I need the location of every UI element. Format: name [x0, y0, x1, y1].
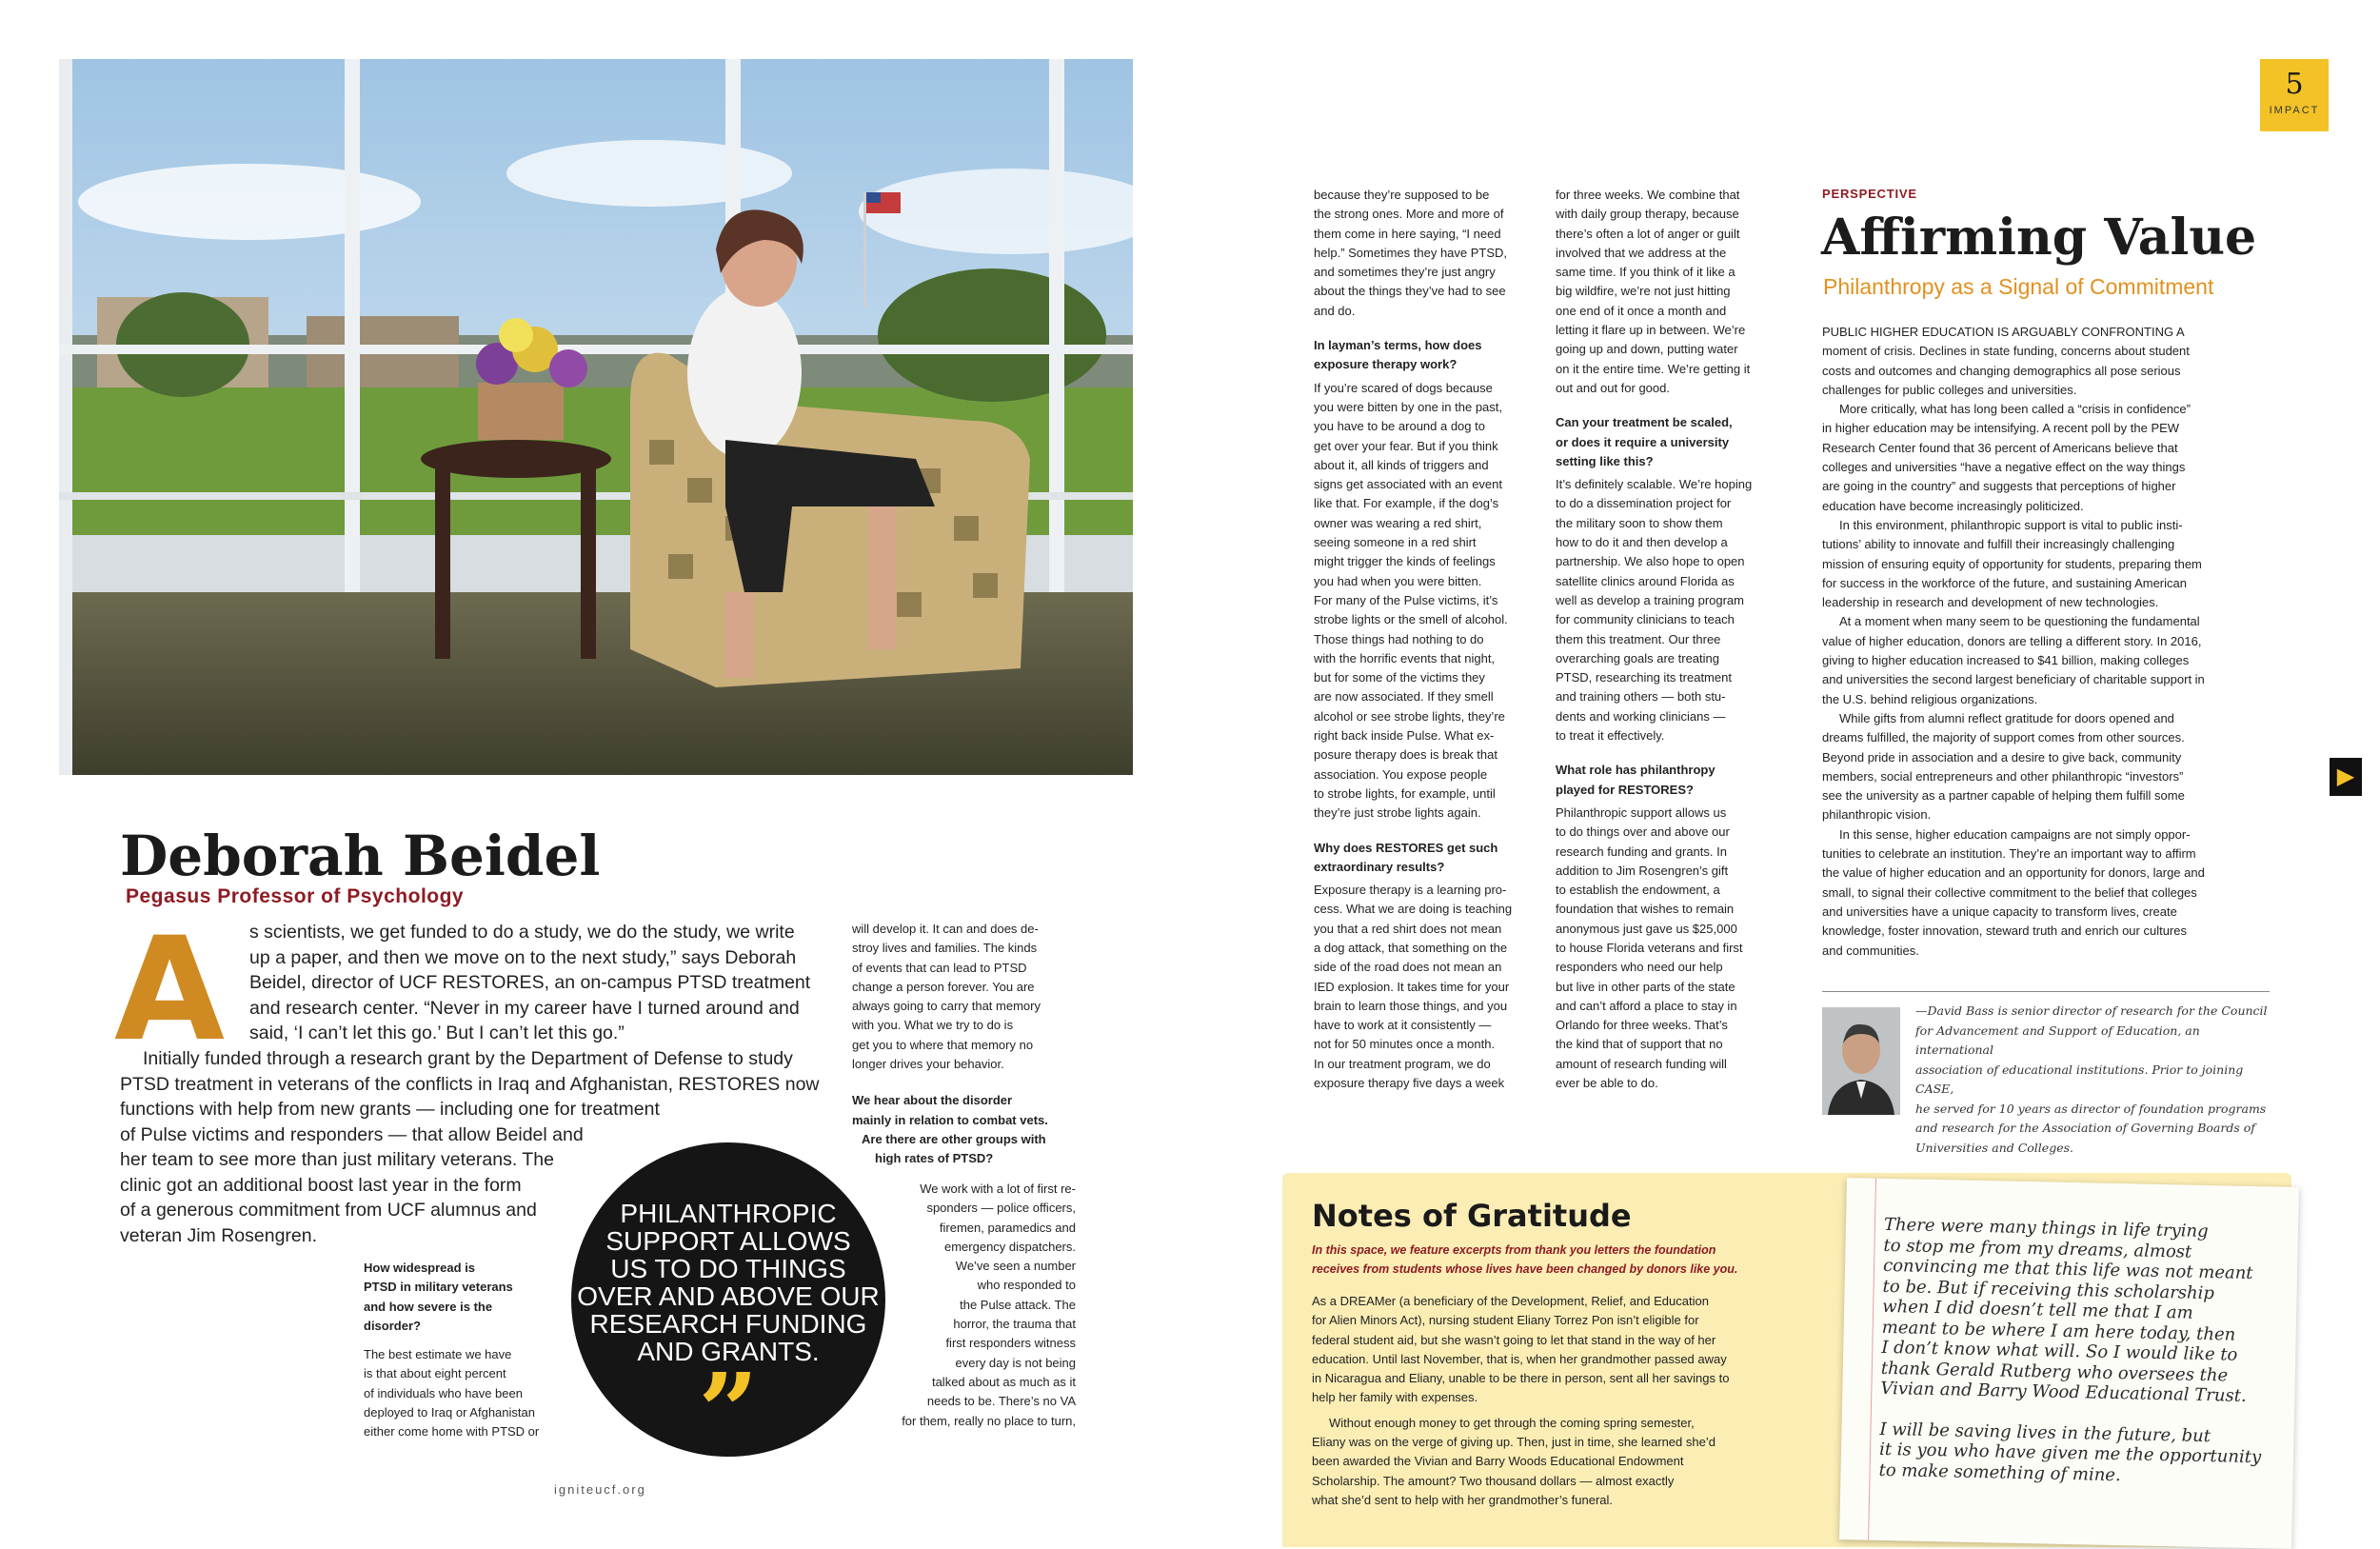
intro-line: s scientists, we get funded to do a study, we do the study, we write [249, 922, 795, 943]
answer-line: cess. What we are doing is teaching [1314, 902, 1513, 917]
answer-line: of individuals who have been [364, 1385, 523, 1400]
note-line: I will be saving lives in the future, but [1879, 1419, 2211, 1446]
question [1314, 336, 1542, 375]
intro-line: and research center. “Never in my career have I turned around and [249, 997, 800, 1019]
answer-line: and can’t afford a place to stay in [1556, 998, 1737, 1013]
question-line: What role has philanthropy [1556, 763, 1716, 778]
para-line: philanthropic vision. [1822, 807, 1932, 823]
para-line: are going in the country” and suggests that perceptions of higher [1822, 479, 2176, 494]
note-line: I don’t know what will. So I would like to [1881, 1337, 2238, 1365]
para-line: In this sense, higher education campaigns are not simply oppor- [1839, 826, 2191, 842]
answer-line: association. You expose people [1314, 766, 1488, 782]
answer-line: one end of it once a month and [1556, 303, 1727, 318]
intro-line: said, ‘I can’t let this go.’ But I can’t let this go.” [249, 1023, 625, 1043]
perspective-title: Affirming Value [1821, 209, 2257, 267]
question-line: mainly in relation to combat vets. [852, 1112, 1048, 1127]
answer-line: you that a red shirt does not mean [1314, 921, 1502, 936]
answer-line: and training others — both stu- [1556, 689, 1726, 705]
pull-quote-line: OVER AND ABOVE OUR [577, 1281, 880, 1311]
answer-line: In our treatment program, we do [1314, 1056, 1491, 1071]
answer-line: them come in here saying, “I need [1314, 226, 1501, 241]
para-line: the value of higher education and an opportunity for donors, large and [1822, 865, 2205, 881]
answer-line: responders who need our help [1556, 960, 1723, 975]
answer [1314, 379, 1542, 824]
bio-line: and research for the Association of Governing Boards of [1915, 1121, 2255, 1135]
answer-line: them this treatment. Our three [1556, 631, 1721, 646]
para-line: In this environment, philanthropic support is vital to public insti- [1839, 517, 2183, 532]
answer-line: overarching goals are treating [1556, 650, 1719, 665]
para-line: colleges and universities “have a negative effect on the way things [1822, 460, 2186, 475]
question [1314, 839, 1542, 878]
answer-line: PTSD, researching its treatment [1556, 670, 1732, 685]
answer-line: like that. For example, if the dog’s [1314, 496, 1499, 511]
pull-quote-line: US TO DO THINGS [610, 1254, 846, 1283]
para-line: moment of crisis. Declines in state funding, concerns about student [1822, 344, 2190, 359]
answer-line: for them, really no place to turn, [902, 1413, 1076, 1428]
answer-line: get over your fear. But if you think [1314, 438, 1498, 453]
answer-line: to treat it effectively. [1556, 728, 1665, 744]
answer-line: change a person forever. You are [852, 979, 1035, 994]
author-bio [1915, 1002, 2277, 1158]
answer-line: seeing someone in a red shirt [1314, 535, 1477, 550]
answer-line: signs get associated with an event [1314, 477, 1503, 492]
next-page-arrow-icon[interactable]: ▶ [2330, 758, 2362, 796]
question-line: extraordinary results? [1314, 859, 1445, 874]
para-line: knowledge, foster innovation, steward truth and enrich our cultures [1822, 923, 2187, 939]
answer-line: It’s definitely scalable. We’re hoping [1556, 477, 1753, 492]
answer-line: anonymous just gave us $25,000 [1556, 921, 1737, 936]
answer-line: are now associated. If they smell [1314, 689, 1494, 705]
answer-line: help.” Sometimes they have PTSD, [1314, 245, 1508, 260]
answer-line: Philanthropic support allows us [1556, 804, 1727, 820]
question-line: or does it require a university [1556, 434, 1730, 449]
answer-line: a dog attack, that something on the [1314, 940, 1508, 955]
bio-line: —David Bass is senior director of research for the Council [1915, 1003, 2268, 1018]
answer-line: to do a dissemination project for [1556, 496, 1732, 511]
answer [1556, 804, 1789, 1093]
profile-role: Pegasus Professor of Psychology [126, 885, 465, 907]
question-line: played for RESTORES? [1556, 782, 1694, 797]
para-line: Without enough money to get through the coming spring semester, [1329, 1415, 1695, 1430]
answer-line: right back inside Pulse. What ex- [1314, 728, 1495, 744]
answer-line: to strobe lights, for example, until [1314, 785, 1496, 801]
answer-line: involved that we address at the [1556, 245, 1727, 260]
answer-line: posure therapy does is break that [1314, 747, 1497, 763]
question-line: Are there are other groups with [862, 1131, 1046, 1146]
para-line: see the university as a partner capable of helping them fulfill some [1822, 788, 2185, 804]
para-line: of Pulse victims and responders — that allow Beidel and [120, 1123, 584, 1145]
gratitude-paragraph [1312, 1292, 1826, 1408]
question [1556, 413, 1789, 471]
answer-line: the kind that of support that no [1556, 1037, 1723, 1052]
para-line: challenges for public colleges and universities. [1822, 382, 2077, 397]
interview-column-b [1556, 186, 1789, 1093]
perspective-subtitle: Philanthropy as a Signal of Commitment [1823, 274, 2214, 299]
portrait-photo [59, 59, 1133, 775]
answer-line: is that about eight percent [364, 1366, 506, 1381]
answer-line: but for some of the victims they [1314, 670, 1485, 685]
answer-line: and do. [1314, 303, 1356, 318]
para-line: her team to see more than just military veterans. The [120, 1149, 554, 1170]
intro-paragraph [249, 920, 821, 1046]
perspective-kicker: PERSPECTIVE [1822, 187, 1917, 201]
para-line: small, to signal their collective commitment to the belief that colleges [1822, 884, 2197, 900]
para-line: and universities have a unique capacity to transform lives, create [1822, 904, 2177, 919]
para-line: functions with help from new grants — including one for treatment [120, 1099, 660, 1120]
gratitude-paragraph [1312, 1414, 1826, 1510]
para-line: for success in the workforce of the future, and sustaining American [1822, 575, 2187, 590]
answer-line: ever be able to do. [1556, 1076, 1658, 1091]
answer-line: We work with a lot of first re- [920, 1182, 1076, 1196]
answer-line: might trigger the kinds of feelings [1314, 554, 1496, 569]
question-line: How widespread is [364, 1261, 476, 1275]
answer-line: horror, the trauma that [953, 1317, 1076, 1332]
para-line: At a moment when many seem to be questioning the fundamental [1839, 614, 2200, 629]
answer-line: Orlando for three weeks. That’s [1556, 1018, 1728, 1033]
perspective-paragraph [1822, 400, 2274, 516]
answer-line: not for 50 minutes once a month. [1314, 1037, 1496, 1052]
profile-name: Deborah Beidel [120, 824, 601, 888]
para-line: Initially funded through a research grant by the Department of Defense to study [143, 1048, 793, 1069]
answer-line: the strong ones. More and more of [1314, 207, 1504, 222]
para-line: costs and outcomes and changing demographics all pose serious [1822, 363, 2181, 378]
answer-line: have to work at it consistently — [1314, 1018, 1492, 1033]
intro-line: up a paper, and then we move on to the next study,” says Deborah [249, 946, 797, 968]
answer-line: with you. What we try to do is [852, 1018, 1014, 1033]
answer-line: alcohol or see strobe lights, they’re [1314, 708, 1505, 724]
para-line: value of higher education, donors are telling a different story. In 2016, [1822, 633, 2202, 648]
para-line: Research Center found that 36 percent of Americans believe that [1822, 440, 2178, 455]
question-line: In layman’s terms, how does [1314, 338, 1482, 353]
answer-line: who responded to [977, 1278, 1076, 1293]
para-line: giving to higher education increased to $41 billion, making colleges [1822, 653, 2190, 668]
section-label: IMPACT [2269, 105, 2320, 116]
author-avatar [1822, 1007, 1900, 1115]
answer-line: the Pulse attack. The [960, 1297, 1076, 1312]
answer-line: For many of the Pulse victims, it’s [1314, 592, 1498, 607]
para-line: Scholarship. The amount? Two thousand dollars — almost exactly [1312, 1473, 1675, 1488]
answer-line: owner was wearing a red shirt, [1314, 515, 1482, 530]
answer-line: they’re just strobe lights again. [1314, 805, 1481, 821]
pull-quote [571, 1200, 885, 1365]
answer-line: how to do it and then develop a [1556, 535, 1728, 550]
gratitude-body [1312, 1292, 1826, 1510]
pull-quote-line: RESEARCH FUNDING [589, 1309, 867, 1339]
answer-line: brain to learn those things, and you [1314, 998, 1508, 1013]
para-line: the U.S. behind religious organizations. [1822, 691, 2038, 706]
answer-line: needs to be. There’s no VA [926, 1394, 1076, 1409]
para-line: education have become increasingly politicized. [1822, 498, 2084, 513]
answer [1314, 881, 1542, 1093]
answer-line: Those things had nothing to do [1314, 631, 1484, 646]
note-line: There were many things in life trying [1883, 1214, 2209, 1242]
answer-line: because they’re supposed to be [1314, 188, 1490, 202]
question-line: disorder? [364, 1318, 421, 1333]
answer-line: about it, all kinds of triggers and [1314, 457, 1489, 472]
para-line: mission of ensuring equity of opportunity for students, preparing them [1822, 556, 2202, 571]
note-line: to make something of mine. [1878, 1460, 2121, 1485]
note-line: convincing me that this life was not meant [1882, 1255, 2253, 1284]
pull-quote-line: PHILANTHROPIC [620, 1199, 837, 1228]
answer-line: The best estimate we have [364, 1347, 512, 1362]
answer-line: will develop it. It can and does de- [852, 922, 1039, 936]
answer-line: dents and working clinicians — [1556, 708, 1726, 724]
question-line: exposure therapy work? [1314, 357, 1458, 372]
portrait-illustration [59, 59, 1133, 775]
answer-line: for three weeks. We combine that [1556, 188, 1740, 202]
quote-mark-icon: ” [698, 1350, 759, 1473]
question [1556, 761, 1789, 800]
intro-line: In this space, we feature excerpts from thank you letters the foundation [1312, 1243, 1716, 1257]
answer-line: partnership. We also hope to open [1556, 554, 1745, 569]
answer-line: IED explosion. It takes time for your [1314, 979, 1510, 994]
answer-line: the military soon to show them [1556, 515, 1723, 530]
note-line: to stop me from my dreams, almost [1883, 1235, 2192, 1262]
intro-line: receives from students whose lives have been changed by donors like you. [1312, 1262, 1738, 1276]
qa-column-1 [364, 1259, 583, 1442]
para-line: federal student aid, but she wasn’t going to let that stand in the way of her [1312, 1332, 1716, 1347]
para-line: tunities to celebrate an institution. They’re an important way to affirm [1822, 846, 2196, 862]
answer-line: strobe lights or the smell of alcohol. [1314, 612, 1508, 627]
answer-line: going up and down, putting water [1556, 342, 1738, 357]
answer-line: for community clinicians to teach [1556, 612, 1735, 627]
answer-line: to do things over and above our [1556, 824, 1730, 840]
answer-line: research funding and grants. In [1556, 844, 1727, 859]
note-margin-line [1868, 1179, 1876, 1540]
perspective-paragraph [1822, 825, 2274, 961]
para-line: tutions’ ability to innovate and fulfill their increasingly challenging [1822, 537, 2175, 552]
answer-line: deployed to Iraq or Afghanistan [364, 1405, 535, 1420]
para-line: As a DREAMer (a beneficiary of the Development, Relief, and Education [1312, 1294, 1709, 1308]
perspective-paragraph [1822, 612, 2274, 708]
answer-line: addition to Jim Rosengren’s gift [1556, 863, 1729, 878]
gratitude-title: Notes of Gratitude [1312, 1198, 1632, 1234]
perspective-body [1822, 323, 2274, 961]
page-number-badge-right [2260, 59, 2329, 131]
answer-line: first responders witness [945, 1336, 1076, 1351]
answer-line: letting it flare up in between. We’re [1556, 323, 1746, 338]
question-line: high rates of PTSD? [875, 1151, 994, 1166]
answer-line: amount of research funding will [1556, 1056, 1727, 1071]
bio-line: he served for 10 years as director of foundation programs [1915, 1101, 2267, 1116]
answer-line: foundation that wishes to remain [1556, 902, 1735, 917]
answer-line: of events that can lead to PTSD [852, 960, 1027, 975]
answer-line: either come home with PTSD or [364, 1424, 540, 1440]
para-line: members, social entrepreneurs and other philanthropic “investors” [1822, 768, 2184, 784]
interview-column-a [1314, 186, 1542, 1093]
para-line: clinic got an additional boost last year in the form [120, 1174, 522, 1196]
answer-line: get you to where that memory no [852, 1037, 1034, 1052]
para-line: and communities. [1822, 943, 1919, 958]
answer-line: always going to carry that memory [852, 999, 1041, 1014]
para-line: education. Until last November, that is, when her grandmother passed away [1312, 1351, 1727, 1366]
para-line: for Alien Minors Act), nursing student Eliany Torrez Pon isn’t eligible for [1312, 1313, 1699, 1328]
answer-line: every day is not being [955, 1355, 1076, 1370]
answer-line: with daily group therapy, because [1556, 207, 1739, 222]
question-line: and how severe is the [364, 1299, 493, 1314]
note-line: to be. But if receiving this scholarship [1882, 1276, 2215, 1303]
answer-line: talked about as much as it [931, 1374, 1076, 1389]
answer-line: to establish the endowment, a [1556, 883, 1720, 898]
bio-line: for Advancement and Support of Education, an international [1915, 1023, 2200, 1057]
answer-line: on it the entire time. We’re getting it [1556, 361, 1751, 376]
para-line: PTSD treatment in veterans of the conflicts in Iraq and Afghanistan, RESTORES now [120, 1073, 820, 1095]
drop-cap: A [114, 907, 226, 1073]
note-line: Vivian and Barry Wood Educational Trust. [1880, 1378, 2247, 1406]
para-line: PUBLIC HIGHER EDUCATION IS ARGUABLY CONFRONTING A [1822, 325, 2185, 339]
question-line: Can your treatment be scaled, [1556, 415, 1733, 430]
perspective-paragraph [1822, 516, 2274, 612]
para-line: in higher education may be intensifying. A recent poll by the PEW [1822, 421, 2180, 436]
answer-line: firemen, paramedics and [939, 1220, 1076, 1235]
note-line: thank Gerald Rutberg who oversees the [1880, 1358, 2229, 1385]
answer-line: emergency dispatchers. [943, 1239, 1076, 1254]
note-line: when I did doesn’t tell me that I am [1881, 1296, 2193, 1323]
para-line: veteran Jim Rosengren. [120, 1224, 318, 1246]
qa-column-2 [852, 920, 1081, 1169]
para-line: While gifts from alumni reflect gratitude for doors opened and [1839, 710, 2174, 725]
note-line: it is you who have given me the opportunity [1878, 1439, 2262, 1468]
perspective-paragraph [1822, 709, 2274, 825]
answer-line: you were bitten by one in the past, [1314, 399, 1503, 414]
answer-line: but live in other parts of the state [1556, 979, 1735, 994]
page-number: 5 [2285, 68, 2304, 101]
answer-line: If you’re scared of dogs because [1314, 380, 1493, 395]
answer-line: longer drives your behavior. [852, 1057, 1004, 1072]
para-line: dreams fulfilled, the majority of support comes from other sources. [1822, 730, 2185, 745]
answer-line: out and out for good. [1556, 380, 1670, 395]
question-line: PTSD in military veterans [364, 1280, 513, 1295]
answer-line: satellite clinics around Florida as [1556, 573, 1735, 588]
answer-line: sponders — police officers, [926, 1201, 1076, 1216]
pull-quote-line: AND GRANTS. [637, 1337, 820, 1366]
para-line: Beyond pride in association and a desire to give back, community [1822, 749, 2182, 765]
para-line: of a generous commitment from UCF alumnus and [120, 1200, 537, 1221]
answer-line: stroy lives and families. The kinds [852, 941, 1038, 956]
answer-line: there’s often a lot of anger or guilt [1556, 226, 1740, 241]
para-line: in Nicaragua and Eliany, unable to be there in person, sent all her savings to [1312, 1371, 1730, 1386]
para-line: and universities the second largest beneficiary of charitable support in [1822, 672, 2205, 687]
answer-line: and sometimes they’re just angry [1314, 265, 1496, 280]
answer-line: Exposure therapy is a learning pro- [1314, 883, 1507, 898]
answer-line: exposure therapy five days a week [1314, 1076, 1505, 1091]
answer-line: side of the road does not mean an [1314, 960, 1502, 975]
author-photo [1822, 1007, 1900, 1115]
footer-url: igniteucf.org [554, 1482, 646, 1497]
para-line: what she’d sent to help with her grandmother’s funeral. [1312, 1492, 1614, 1507]
bio-line: Universities and Colleges. [1915, 1140, 2073, 1155]
para-line: leadership in research and development of new technologies. [1822, 595, 2159, 610]
handwritten-note [1839, 1178, 2299, 1549]
answer-line: with the horrific events that night, [1314, 650, 1496, 665]
para-line: More critically, what has long been called a “crisis in confidence” [1839, 402, 2191, 417]
answer-line: well as develop a training program [1556, 592, 1744, 607]
answer-line: about the things they’ve had to see [1314, 284, 1506, 299]
perspective-paragraph [1822, 323, 2274, 400]
note-text [1878, 1215, 2293, 1489]
answer-line: same time. If you think of it like a [1556, 265, 1735, 280]
answer-line: you had when you were bitten. [1314, 573, 1482, 588]
question-line: setting like this? [1556, 453, 1654, 468]
answer-line: you have to be around a dog to [1314, 419, 1485, 434]
answer-line: We’ve seen a number [955, 1259, 1076, 1274]
answer [1556, 475, 1789, 745]
answer [1314, 186, 1542, 321]
note-line: meant to be where I am here today, then [1881, 1317, 2236, 1345]
gratitude-intro [1312, 1241, 1826, 1279]
divider [1822, 991, 2270, 992]
question-line: Why does RESTORES get such [1314, 840, 1498, 855]
answer [1556, 186, 1789, 398]
question-line: We hear about the disorder [852, 1093, 1013, 1108]
pull-quote-circle [571, 1142, 885, 1473]
answer-line: big wildfire, we’re not just hitting [1556, 284, 1731, 299]
para-line: Eliany was on the verge of giving up. Then, just in time, she learned she’d [1312, 1435, 1716, 1450]
pull-quote-line: SUPPORT ALLOWS [605, 1226, 851, 1256]
answer-line: to house Florida veterans and first [1556, 940, 1743, 955]
intro-line: Beidel, director of UCF RESTORES, an on-campus PTSD treatment [249, 972, 811, 993]
para-line: help her family with expenses. [1312, 1390, 1478, 1405]
para-line: been awarded the Vivian and Barry Woods Educational Endowment [1312, 1454, 1684, 1469]
bio-line: association of educational institutions. Prior to joining CASE, [1915, 1062, 2244, 1096]
